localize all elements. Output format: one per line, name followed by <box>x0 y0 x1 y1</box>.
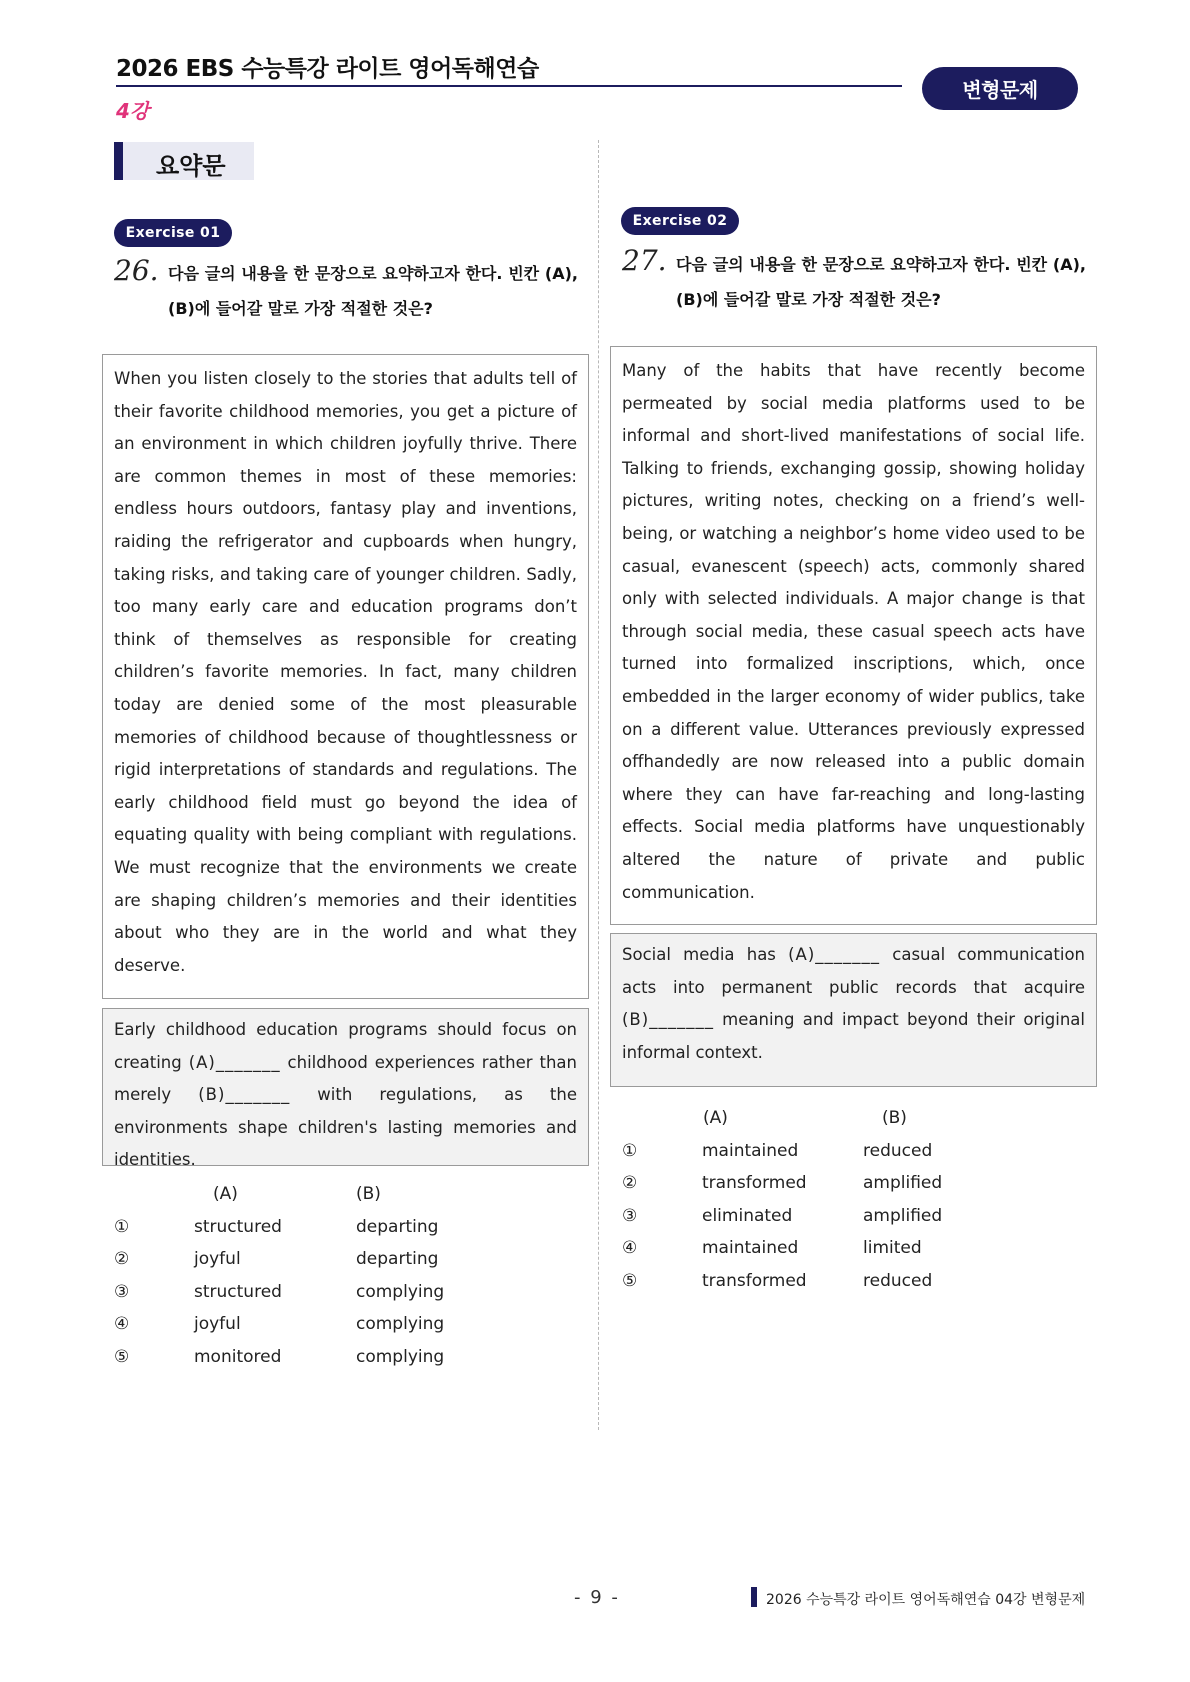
summary-text: Early childhood education programs should focus on creating <box>114 1020 577 1072</box>
exercise-01-option-1[interactable] <box>114 1217 534 1249</box>
option-number: ② <box>622 1173 638 1193</box>
option-b: reduced <box>863 1271 933 1291</box>
option-a: joyful <box>194 1314 241 1334</box>
exercise-02-question-line1: 다음 글의 내용을 한 문장으로 요약하고자 한다. 빈칸 (A), <box>676 255 1086 274</box>
exercise-02-option-header-b: (B) <box>882 1108 907 1128</box>
exercise-01-question-number: 26. <box>114 254 159 287</box>
lesson-label: 4강 <box>116 99 150 123</box>
exercise-01-option-header-b: (B) <box>356 1184 381 1204</box>
exercise-02-option-header-a: (A) <box>703 1108 728 1128</box>
exercise-01-option-2[interactable] <box>114 1249 534 1281</box>
exercise-02-passage: Many of the habits that have recently become permeated by social media platforms used to be informal and short-lived manifestations of social life. Talking to friends, exchanging gossip, showing holiday pictures, writing notes, checking on a friend’s well-being, or watching a neighbor’s home video used to be casual, evanescent (speech) acts, commonly shared only with selected individuals. A major change is that through social media, these casual speech acts have turned into formalized inscriptions, which, once embedded in the larger economy of wider publics, take on a different value. Utterances previously expressed offhandedly are now released into a public domain where they can have far-reaching and long-lasting effects. Social media platforms have unquestionably altered the nature of private and public communication. <box>610 346 1097 925</box>
exercise-02-option-5[interactable] <box>622 1271 1042 1303</box>
option-b: departing <box>356 1249 439 1269</box>
summary-text: Social media has <box>622 945 789 964</box>
exercise-02-option-2[interactable] <box>622 1173 1042 1205</box>
option-number: ④ <box>622 1238 638 1258</box>
option-a: maintained <box>702 1141 799 1161</box>
option-b: complying <box>356 1314 445 1334</box>
page-number: - 9 - <box>574 1587 620 1608</box>
option-a: structured <box>194 1217 282 1237</box>
option-b: departing <box>356 1217 439 1237</box>
option-a: maintained <box>702 1238 799 1258</box>
option-b: limited <box>863 1238 922 1258</box>
option-b: reduced <box>863 1141 933 1161</box>
option-a: joyful <box>194 1249 241 1269</box>
exercise-02-option-1[interactable] <box>622 1141 1042 1173</box>
section-title: 요약문 <box>156 152 226 180</box>
summary-blank-a: (A)_______ <box>788 945 881 964</box>
exercise-02-summary-box <box>610 933 1097 1087</box>
option-a: monitored <box>194 1347 282 1367</box>
option-number: ⑤ <box>114 1347 130 1367</box>
exercise-01-option-header-a: (A) <box>213 1184 238 1204</box>
option-number: ① <box>622 1141 638 1161</box>
footer-accent-bar <box>751 1587 757 1607</box>
summary-blank-b: (B)_______ <box>198 1085 291 1104</box>
summary-text: meaning and impact beyond their original informal context. <box>622 1010 1085 1062</box>
exercise-01-option-3[interactable] <box>114 1282 534 1314</box>
exercise-01-summary-box <box>102 1008 589 1169</box>
variant-badge: 변형문제 <box>922 67 1078 110</box>
option-number: ③ <box>622 1206 638 1226</box>
option-a: transformed <box>702 1271 807 1291</box>
summary-blank-b: (B)_______ <box>622 1010 714 1029</box>
footer-text: 2026 수능특강 라이트 영어독해연습 04강 변형문제 <box>766 1592 1086 1608</box>
option-b: complying <box>356 1282 445 1302</box>
option-b: amplified <box>863 1206 943 1226</box>
exercise-01-question-line2: (B)에 들어갈 말로 가장 적절한 것은? <box>168 299 433 318</box>
exercise-02-question-line2: (B)에 들어갈 말로 가장 적절한 것은? <box>676 290 941 309</box>
summary-text: with regulations, as the environments shape children's lasting memories and identities. <box>114 1085 578 1169</box>
exercise-01-question-line1: 다음 글의 내용을 한 문장으로 요약하고자 한다. 빈칸 (A), <box>168 264 578 283</box>
exercise-01-label: Exercise 01 <box>114 219 232 247</box>
option-a: eliminated <box>702 1206 793 1226</box>
summary-text: casual communication acts into permanent public records that acquire <box>622 945 1086 997</box>
summary-text: childhood experiences rather than merely <box>114 1052 577 1104</box>
option-b: complying <box>356 1347 445 1367</box>
option-number: ② <box>114 1249 130 1269</box>
exercise-01-option-5[interactable] <box>114 1347 534 1379</box>
exercise-02-option-3[interactable] <box>622 1206 1042 1238</box>
option-a: transformed <box>702 1173 807 1193</box>
document-title: 2026 EBS 수능특강 라이트 영어독해연습 <box>116 56 539 82</box>
exercise-02-label: Exercise 02 <box>621 207 739 235</box>
column-divider <box>598 140 599 1430</box>
option-a: structured <box>194 1282 282 1302</box>
exercise-01-option-4[interactable] <box>114 1314 534 1346</box>
section-heading-bar <box>114 142 123 180</box>
option-number: ③ <box>114 1282 130 1302</box>
option-number: ① <box>114 1217 130 1237</box>
section-heading <box>114 142 254 180</box>
option-number: ④ <box>114 1314 130 1334</box>
option-number: ⑤ <box>622 1271 638 1291</box>
summary-blank-a: (A)_______ <box>188 1052 281 1072</box>
exercise-02-option-4[interactable] <box>622 1238 1042 1270</box>
option-b: amplified <box>863 1173 943 1193</box>
exercise-02-question-number: 27. <box>622 244 667 277</box>
exercise-01-passage: When you listen closely to the stories that adults tell of their favorite childhood memories, you get a picture of an environment in which children joyfully thrive. There are common themes in most of these memories: endless hours outdoors, fantasy play and inventions, raiding the refrigerator and cupboards when hungry, taking risks, and taking care of younger children. Sadly, too many early care and education programs don’t think of themselves as responsible for creating children’s favorite memories. In fact, many children today are denied some of the most pleasurable memories of childhood because of thoughtlessness or rigid interpretations of standards and regulations. The early childhood field must go beyond the idea of equating quality with being compliant with regulations. We must recognize that the environments we create are shaping children’s memories and their identities about who they are in the world and what they deserve. <box>102 354 589 999</box>
header-divider <box>116 85 902 87</box>
